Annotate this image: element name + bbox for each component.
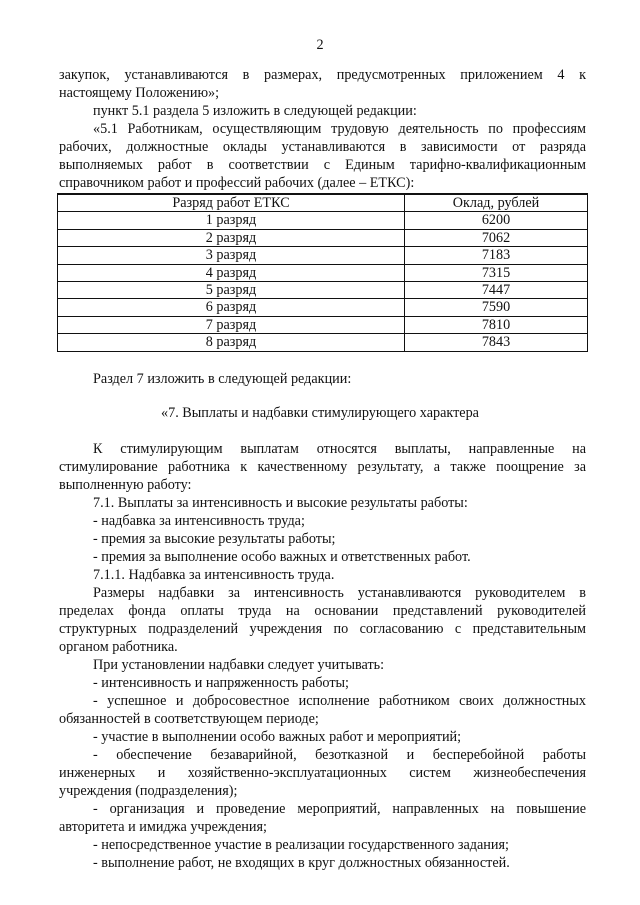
paragraph-line: обязанностей в соответствующем периоде; [59,711,319,727]
salary-cell: 6200 [405,212,588,229]
grade-cell: 7 разряд [58,316,405,333]
table-row [58,316,588,333]
paragraph-line: «5.1 Работникам, осуществляющим трудовую деятельность по профессиям [93,121,586,137]
table-row [58,229,588,246]
paragraph-line: органом работника. [59,639,178,655]
salary-cell: 7447 [405,282,588,299]
paragraph-line: выполненную работу: [59,477,192,493]
paragraph-line: рабочих, должностные оклады устанавливаются в зависимости от разряда [59,139,586,155]
grade-cell: 3 разряд [58,247,405,264]
table-row [58,282,588,299]
paragraph-line: учреждения (подразделения); [59,783,238,799]
paragraph-line: пределах фонда оплаты труда на основании представлений руководителей [59,603,586,619]
salary-cell: 7810 [405,316,588,333]
list-item: - участие в выполнении особо важных работ и мероприятий; [93,729,462,745]
section-heading: «7. Выплаты и надбавки стимулирующего характера [161,405,479,421]
paragraph-line: Раздел 7 изложить в следующей редакции: [93,371,352,387]
paragraph-line: 7.1.1. Надбавка за интенсивность труда. [93,567,335,583]
salary-cell: 7062 [405,229,588,246]
table-row [58,212,588,229]
salary-table [57,193,588,352]
paragraph-line: К стимулирующим выплатам относятся выплаты, направленные на [93,441,586,457]
paragraph-line: закупок, устанавливаются в размерах, предусмотренных приложением 4 к [59,67,586,83]
column-header-salary: Оклад, рублей [405,194,588,212]
grade-cell: 8 разряд [58,334,405,351]
list-item: - интенсивность и напряженность работы; [93,675,349,691]
paragraph-line: При установлении надбавки следует учитывать: [93,657,385,673]
paragraph-line: стимулирование работника к качественному результату, а также поощрение за [59,459,586,475]
list-item: - премия за высокие результаты работы; [93,531,336,547]
list-item: - обеспечение безаварийной, безотказной и бесперебойной работы [93,747,586,763]
list-item: - премия за выполнение особо важных и ответственных работ. [93,549,471,565]
salary-cell: 7315 [405,264,588,281]
list-item: - непосредственное участие в реализации государственного задания; [93,837,509,853]
list-item: - успешное и добросовестное исполнение работником своих должностных [93,693,586,709]
paragraph-line: справочником работ и профессий рабочих (далее – ЕТКС): [59,175,415,191]
list-item: - организация и проведение мероприятий, направленных на повышение [93,801,586,817]
paragraph-line: 7.1. Выплаты за интенсивность и высокие результаты работы: [93,495,468,511]
grade-cell: 2 разряд [58,229,405,246]
salary-cell: 7590 [405,299,588,316]
list-item: - надбавка за интенсивность труда; [93,513,305,529]
salary-cell: 7843 [405,334,588,351]
list-item: - выполнение работ, не входящих в круг должностных обязанностей. [93,855,510,871]
table-row [58,247,588,264]
table-row [58,299,588,316]
salary-cell: 7183 [405,247,588,264]
table-row [58,334,588,351]
paragraph-line: инженерных и хозяйственно-эксплуатационных систем жизнеобеспечения [59,765,586,781]
grade-cell: 1 разряд [58,212,405,229]
paragraph-line: авторитета и имиджа учреждения; [59,819,267,835]
page-number: 2 [316,37,324,53]
paragraph-line: выполняемых работ в соответствии с Единым тарифно-квалификационным [59,157,586,173]
table-header-row [58,194,588,212]
grade-cell: 6 разряд [58,299,405,316]
paragraph-line: Размеры надбавки за интенсивность устанавливаются руководителем в [93,585,586,601]
column-header-grade: Разряд работ ЕТКС [58,194,405,212]
table-row [58,264,588,281]
paragraph-line: пункт 5.1 раздела 5 изложить в следующей редакции: [93,103,417,119]
paragraph-line: структурных подразделений учреждения по согласованию с представительным [59,621,586,637]
grade-cell: 4 разряд [58,264,405,281]
paragraph-line: настоящему Положению»; [59,85,220,101]
grade-cell: 5 разряд [58,282,405,299]
